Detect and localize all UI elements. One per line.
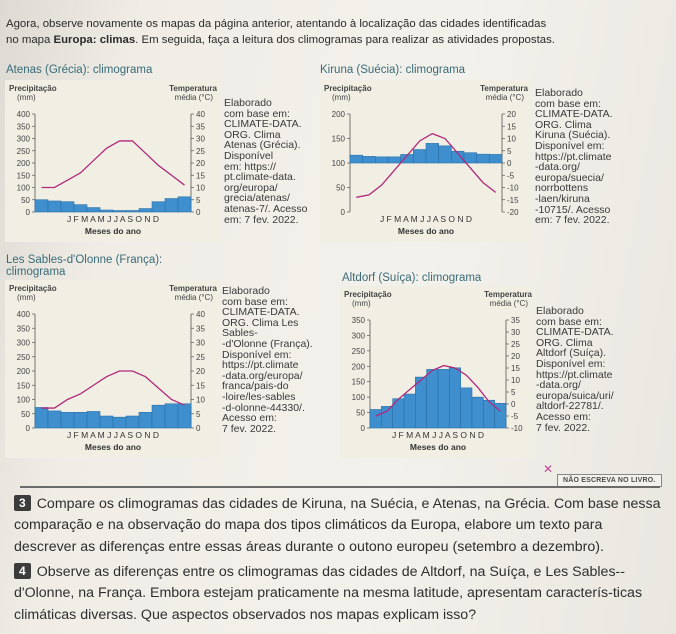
precipitation-bar (35, 407, 48, 428)
temp-tick-label: -5 (511, 412, 519, 421)
climogram-kiruna (320, 80, 532, 242)
temperature-line (42, 371, 185, 408)
temp-tick-label: 0 (196, 208, 201, 217)
precipitation-bar (370, 409, 381, 428)
precipitation-bar (61, 202, 74, 212)
chart-svg-atenas (5, 80, 221, 242)
temperature-line (42, 141, 185, 188)
question-3-text: Compare os climogramas das cidades de Kiruna, na Suécia, e Atenas, na Grécia. Com base nessa comparação e na observação do mapa dos tipos climáticos da Europa, elabore um texto para descrever as diferenças entre essas áreas durante o outono europeu (setembro a dezembro). (14, 496, 661, 555)
prec-tick-label: 0 (25, 208, 30, 217)
do-not-write-badge: NÃO ESCREVA NO LIVRO. (557, 474, 662, 487)
precipitation-bar (178, 197, 191, 212)
prec-tick-label: 100 (331, 159, 345, 168)
prec-axis-unit: (mm) (332, 93, 351, 102)
temp-tick-label: 30 (196, 338, 205, 348)
temp-tick-label: -15 (507, 195, 519, 205)
temp-tick-label: 0 (507, 159, 512, 168)
temp-tick-label: 40 (196, 110, 205, 119)
precipitation-bar (139, 412, 152, 428)
precipitation-bar (438, 369, 449, 428)
chart-title-sables: Les Sables-d'Olonne (França): (6, 254, 163, 266)
intro-paragraph (6, 16, 670, 48)
climogram-atenas (5, 80, 221, 242)
chart-title-kiruna: Kiruna (Suécia): climograma (320, 64, 466, 76)
precipitation-bar (426, 143, 439, 163)
chart-title-altdorf: Altdorf (Suíça): climograma (342, 272, 482, 284)
temp-tick-label: 0 (196, 424, 201, 433)
temp-axis-unit: média (°C) (174, 293, 213, 302)
precipitation-bar (126, 211, 139, 212)
temp-tick-label: 20 (507, 110, 516, 119)
x-axis-label: Meses do ano (84, 226, 142, 236)
prec-tick-label: 0 (360, 424, 365, 433)
precipitation-bar (472, 397, 483, 428)
temp-tick-label: -10 (511, 424, 523, 433)
prec-tick-label: 100 (16, 183, 30, 193)
intro-line-2a: no mapa (6, 34, 54, 46)
prec-tick-label: 100 (16, 395, 30, 405)
precipitation-bar (113, 211, 126, 212)
precipitation-bar (363, 156, 376, 163)
climogram-altdorf (340, 286, 536, 458)
prec-tick-label: 200 (16, 367, 30, 376)
prec-tick-label: 200 (16, 159, 30, 168)
precipitation-bar (489, 154, 502, 163)
precipitation-bar (413, 150, 426, 163)
prec-tick-label: 250 (16, 352, 30, 362)
temp-axis-label: Temperatura (169, 84, 217, 93)
precipitation-bar (61, 412, 74, 428)
prec-tick-label: 50 (21, 409, 30, 419)
temp-axis-label: Temperatura (169, 284, 217, 293)
intro-line-2c: . Em seguida, faça a leitura dos climogramas para realizar as atividades propostas. (135, 34, 555, 46)
precipitation-bar (464, 153, 477, 163)
prec-axis-label: Precipitação (9, 84, 57, 93)
question-4-text: Observe as diferenças entre os climogramas das cidades de Altdorf, na Suíça, e Les Sables--d'Olonne, na França. Embora estejam praticamente na mesma latitude, apresentam caracterís-ticas climáticas diversas. Que aspectos observados nos mapas explicam isso? (14, 564, 643, 623)
precipitation-bar (404, 394, 415, 428)
precipitation-bar (74, 205, 87, 212)
precipitation-bar (439, 146, 452, 163)
temp-tick-label: 5 (196, 195, 201, 205)
temp-tick-label: -10 (507, 183, 519, 193)
temp-tick-label: 30 (196, 134, 205, 144)
source-caption-atenas: Elaborado com base em: CLIMATE-DATA. ORG. Clima Atenas (Grécia). Disponível em: https:// pt.climate-data. org/europa/ grecia/atenas/ atenas-7/. Acesso em: 7 fev. 2022. (224, 97, 308, 226)
precipitation-bar (165, 199, 178, 212)
prec-tick-label: 300 (16, 338, 30, 348)
x-axis-label: Meses do ano (84, 442, 142, 452)
prec-axis-label: Precipitação (324, 84, 372, 93)
temp-tick-label: 20 (196, 367, 205, 376)
temp-tick-label: 35 (511, 316, 520, 325)
precipitation-bar (350, 155, 363, 163)
temp-axis-unit: média (°C) (174, 93, 213, 102)
prec-tick-label: 50 (21, 195, 30, 205)
temp-tick-label: 15 (511, 364, 520, 373)
prec-axis-label: Precipitação (344, 290, 392, 299)
question-4-number: 4 (14, 563, 31, 579)
question-3-number: 3 (14, 495, 31, 511)
temp-tick-label: 25 (511, 340, 520, 349)
temp-tick-label: 15 (196, 381, 205, 391)
precipitation-bar (449, 368, 460, 428)
temp-axis-label: Temperatura (484, 290, 532, 299)
precipitation-bar (48, 201, 61, 212)
temp-tick-label: -5 (507, 171, 515, 181)
temp-tick-label: 10 (196, 395, 205, 405)
prec-tick-label: 250 (351, 346, 365, 356)
precipitation-bar (178, 404, 191, 428)
chart-svg-sables (5, 280, 221, 458)
temp-tick-label: 25 (196, 352, 205, 362)
temp-tick-label: 20 (511, 352, 520, 361)
month-labels: J F M A M J J A S O N D (391, 430, 485, 440)
temp-tick-label: 35 (196, 122, 205, 132)
prec-tick-label: 250 (16, 146, 30, 156)
prec-tick-label: 350 (16, 324, 30, 334)
chart-title-sables-2: climograma (6, 266, 66, 278)
precipitation-bar (152, 202, 165, 212)
precipitation-bar (152, 405, 165, 428)
prec-tick-label: 400 (16, 310, 30, 319)
precipitation-bar (388, 157, 401, 163)
source-caption-sables: Elaborado com base em: CLIMATE-DATA. ORG. Clima Les Sables- -d'Olonne (França). Disponível em: https://pt.climate -data.org/europa/ franca/pais-do -loire/les-sables -d-olonne-44330/. Acesso em: 7 fev. 2022. (222, 285, 313, 435)
temp-tick-label: 10 (507, 134, 516, 144)
source-caption-altdorf: Elaborado com base em: CLIMATE-DATA. ORG. Clima Altdorf (Suíça). Disponível em: https://pt.climate -data.org/ europa/suica/uri/ altdorf-22781/. Acesso em: 7 fev. 2022. (536, 305, 614, 434)
prec-tick-label: 300 (351, 331, 365, 341)
precipitation-bar (100, 210, 113, 212)
precipitation-bar (100, 416, 113, 428)
month-labels: J F M A M J J A S O N D (66, 430, 160, 440)
precipitation-bar (126, 416, 139, 428)
precipitation-bar (113, 417, 126, 428)
prec-tick-label: 0 (25, 424, 30, 433)
temp-tick-label: -20 (507, 208, 519, 217)
chart-title-atenas: Atenas (Grécia): climograma (6, 64, 153, 76)
x-axis-label: Meses do ano (409, 442, 467, 452)
prec-tick-label: 50 (336, 183, 345, 193)
temp-tick-label: 5 (196, 409, 201, 419)
temp-tick-label: 30 (511, 328, 520, 337)
temp-tick-label: 20 (196, 159, 205, 168)
prec-axis-unit: (mm) (17, 293, 36, 302)
month-labels: J F M A M J J A S O N D (379, 214, 473, 224)
temp-tick-label: 10 (196, 183, 205, 193)
prec-tick-label: 50 (356, 408, 365, 418)
prec-tick-label: 100 (351, 393, 365, 403)
precipitation-bar (87, 208, 100, 212)
prec-tick-label: 200 (331, 110, 345, 119)
prec-tick-label: 150 (16, 381, 30, 391)
temp-tick-label: 35 (196, 324, 205, 334)
prec-tick-label: 200 (351, 362, 365, 372)
climogram-sables (5, 280, 221, 458)
prec-axis-unit: (mm) (352, 299, 371, 308)
precipitation-bar (139, 209, 152, 212)
prec-tick-label: 0 (340, 208, 345, 217)
prec-tick-label: 350 (16, 122, 30, 132)
temp-tick-label: 15 (507, 122, 516, 132)
temp-tick-label: 25 (196, 146, 205, 156)
precipitation-bar (48, 411, 61, 428)
temp-tick-label: 0 (511, 400, 516, 409)
temp-tick-label: 5 (507, 146, 512, 156)
precipitation-bar (375, 157, 388, 163)
precipitation-bar (87, 411, 100, 428)
chart-svg-kiruna (320, 80, 532, 242)
prec-tick-label: 350 (351, 316, 365, 325)
prec-axis-unit: (mm) (17, 93, 36, 102)
temp-tick-label: 40 (196, 310, 205, 319)
temp-tick-label: 5 (511, 388, 516, 397)
map-reference: Europa: climas (53, 34, 136, 46)
precipitation-bar (381, 406, 392, 428)
precipitation-bar (415, 377, 426, 428)
temp-axis-label: Temperatura (480, 84, 528, 93)
prec-tick-label: 150 (331, 134, 345, 144)
source-caption-kiruna: Elaborado com base em: CLIMATE-DATA. ORG. Clima Kiruna (Suécia). Disponível em: https://pt.climate -data.org/ europa/suecia/ norrbottens -laen/kiruna -10715/. Acesso em: 7 fev. 2022. (535, 87, 613, 227)
precipitation-bar (427, 369, 438, 428)
temp-axis-unit: média (°C) (485, 93, 524, 102)
chart-svg-altdorf (340, 286, 536, 458)
temp-axis-unit: média (°C) (489, 299, 528, 308)
intro-line-1: Agora, observe novamente os mapas da página anterior, atentando à localização das cidades identificadas (6, 18, 547, 30)
prec-tick-label: 400 (16, 110, 30, 119)
precipitation-bar (165, 404, 178, 428)
temp-tick-label: 15 (196, 171, 205, 181)
divider-line (20, 486, 660, 488)
prec-tick-label: 300 (16, 134, 30, 144)
precipitation-bar (461, 388, 472, 428)
question-4 (14, 562, 664, 626)
precipitation-bar (74, 412, 87, 428)
precipitation-bar (477, 154, 490, 163)
temp-tick-label: 10 (511, 376, 520, 385)
pencil-mark-icon: ✕ (543, 462, 554, 476)
prec-axis-label: Precipitação (9, 284, 57, 293)
prec-tick-label: 150 (16, 171, 30, 181)
prec-tick-label: 150 (351, 377, 365, 387)
question-3 (14, 494, 664, 558)
precipitation-bar (35, 200, 48, 212)
month-labels: J F M A M J J A S O N D (66, 214, 160, 224)
x-axis-label: Meses do ano (397, 226, 455, 236)
